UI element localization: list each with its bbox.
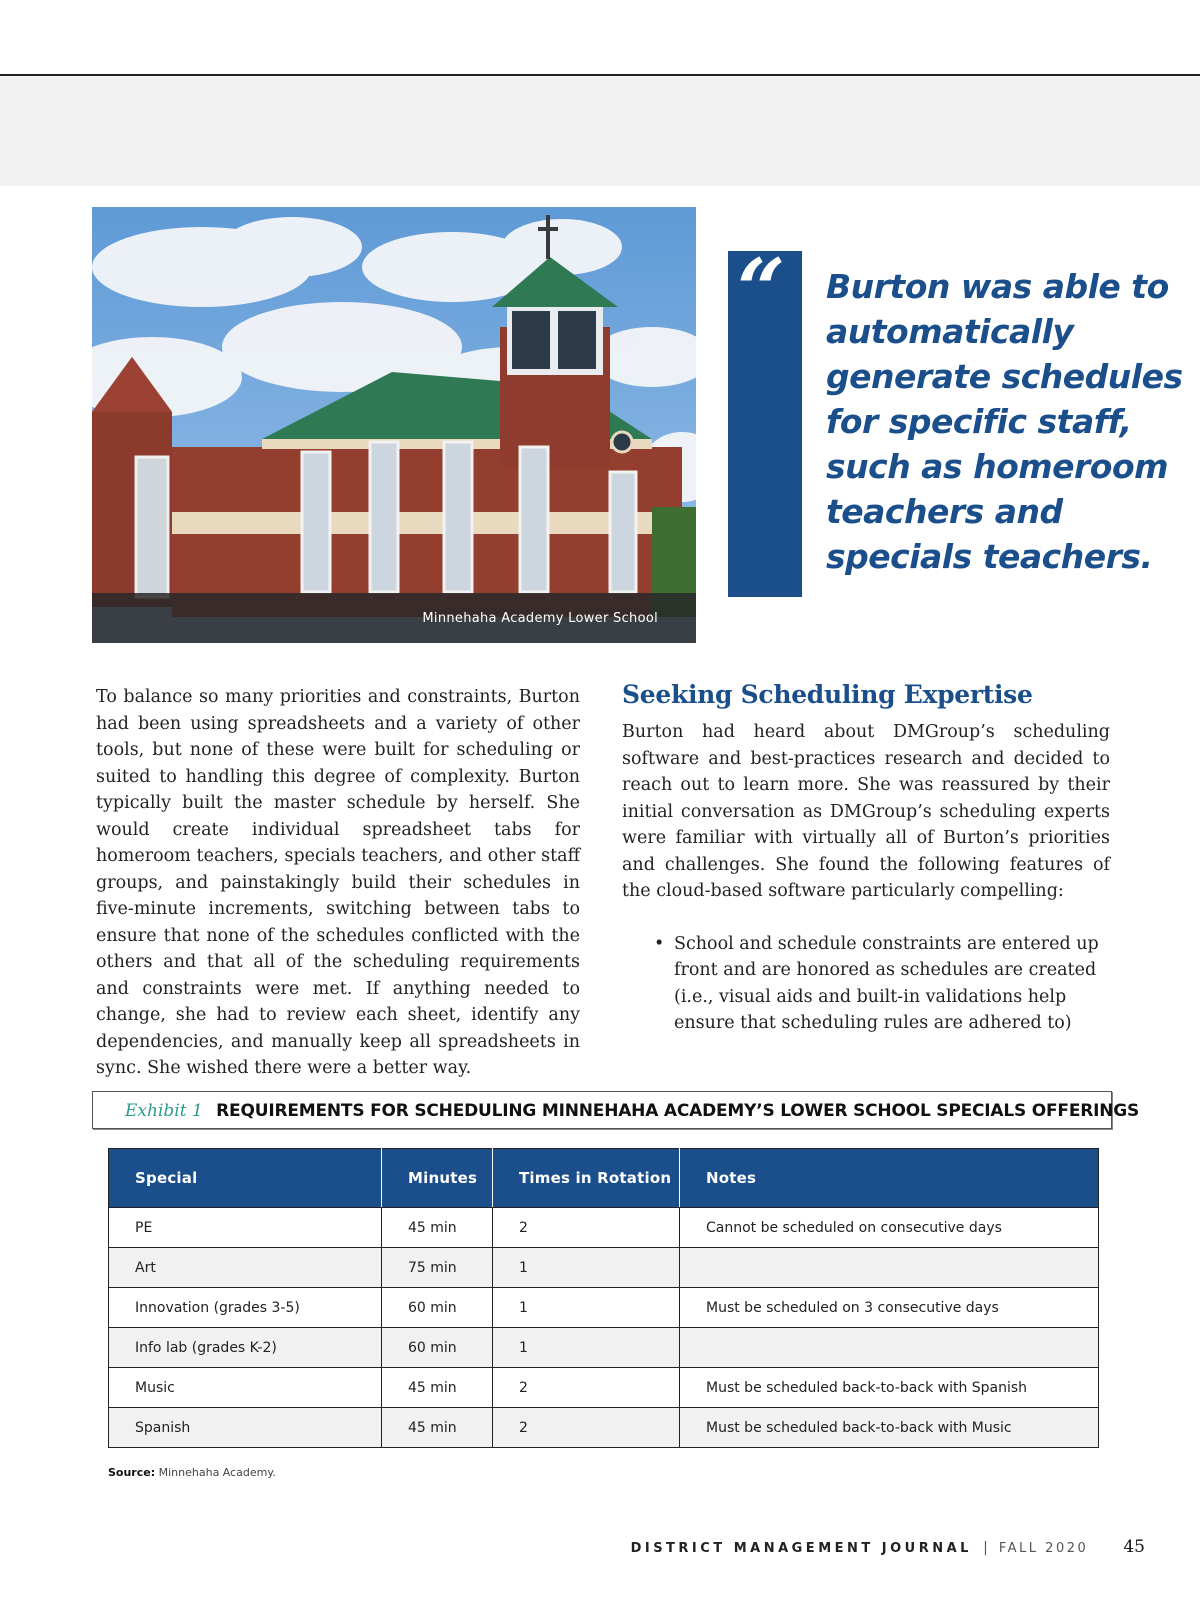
- page-footer: [631, 1537, 1145, 1557]
- source-label: Source:: [108, 1466, 156, 1479]
- specials-table: [108, 1148, 1099, 1448]
- cell-notes: Must be scheduled back-to-back with Music: [680, 1408, 1099, 1448]
- cell-special: Art: [109, 1248, 382, 1288]
- cell-special: Music: [109, 1368, 382, 1408]
- header-minutes: Minutes: [382, 1149, 493, 1208]
- exhibit-title: REQUIREMENTS FOR SCHEDULING MINNEHAHA ACADEMY’S LOWER SCHOOL SPECIALS OFFERINGS: [216, 1101, 1140, 1121]
- table-row: [109, 1248, 1099, 1288]
- cell-minutes: 45 min: [382, 1208, 493, 1248]
- table-row: [109, 1368, 1099, 1408]
- footer-journal-name: DISTRICT MANAGEMENT JOURNAL: [630, 1541, 972, 1556]
- table-row: [109, 1408, 1099, 1448]
- page-number: 45: [1123, 1537, 1145, 1557]
- cell-notes: Must be scheduled back-to-back with Spanish: [680, 1368, 1099, 1408]
- quote-mark-icon: “: [737, 240, 786, 339]
- footer-separator: |: [983, 1540, 988, 1556]
- cell-times: 2: [493, 1408, 680, 1448]
- cell-minutes: 60 min: [382, 1328, 493, 1368]
- cell-times: 2: [493, 1368, 680, 1408]
- header-special: Special: [109, 1149, 382, 1208]
- feature-bullet-text: School and schedule constraints are entered up front and are honored as schedules are created (i.e., visual aids and built-in validations help ensure that scheduling rules are adhered to): [674, 933, 1099, 1033]
- cell-special: Innovation (grades 3-5): [109, 1288, 382, 1328]
- cell-notes: [680, 1328, 1099, 1368]
- header-band: [0, 76, 1200, 186]
- footer-issue: FALL 2020: [998, 1541, 1089, 1556]
- right-column-paragraph: Burton had heard about DMGroup’s scheduling software and best-practices research and decided to reach out to learn more. She was reassured by their initial conversation as DMGroup’s scheduling experts were familiar with virtually all of Burton’s priorities and challenges. She found the following features of the cloud-based software particularly compelling:: [622, 722, 1110, 901]
- right-column: [622, 680, 1110, 1037]
- photo-caption-bar: [92, 593, 696, 643]
- table-row: [109, 1328, 1099, 1368]
- cell-minutes: 45 min: [382, 1368, 493, 1408]
- source-text: Minnehaha Academy.: [158, 1466, 276, 1479]
- cell-special: PE: [109, 1208, 382, 1248]
- exhibit-title-box: [92, 1091, 1140, 1129]
- bullet-icon: •: [654, 933, 665, 954]
- cell-special: Info lab (grades K-2): [109, 1328, 382, 1368]
- pull-quote-text: Burton was able to automatically generate schedules for specific staff, such as homeroom teachers and specials teachers.: [826, 267, 1183, 576]
- table-header-row: [109, 1149, 1099, 1208]
- table-row: [109, 1208, 1099, 1248]
- section-heading: Seeking Scheduling Expertise: [622, 680, 1033, 709]
- cell-times: 1: [493, 1248, 680, 1288]
- cell-notes: Cannot be scheduled on consecutive days: [680, 1208, 1099, 1248]
- cell-notes: Must be scheduled on 3 consecutive days: [680, 1288, 1099, 1328]
- school-building-illustration: [92, 207, 696, 643]
- cell-minutes: 45 min: [382, 1408, 493, 1448]
- cell-special: Spanish: [109, 1408, 382, 1448]
- cell-notes: [680, 1248, 1099, 1288]
- cell-times: 2: [493, 1208, 680, 1248]
- source-note: [108, 1466, 276, 1479]
- cell-minutes: 75 min: [382, 1248, 493, 1288]
- left-column-paragraph: To balance so many priorities and constraints, Burton had been using spreadsheets and a variety of other tools, but none of these were built for scheduling or suited to handling this degree of complexity. Burton typically built the master schedule by herself. She would create individual spreadsheet tabs for homeroom teachers, specials teachers, and other staff groups, and painstakingly build their schedules in five-minute increments, switching between tabs to ensure that none of the schedules conflicted with the others and that all of the scheduling requirements and constraints were met. If anything needed to change, she had to review each sheet, identify any dependencies, and manually keep all spreadsheets in sync. She wished there were a better way.: [96, 687, 580, 1078]
- cell-minutes: 60 min: [382, 1288, 493, 1328]
- header-times-in-rotation: Times in Rotation: [493, 1149, 680, 1208]
- header-notes: Notes: [680, 1149, 1099, 1208]
- feature-bullet: [654, 931, 1110, 1037]
- cell-times: 1: [493, 1328, 680, 1368]
- cell-times: 1: [493, 1288, 680, 1328]
- exhibit-label: Exhibit 1: [125, 1101, 203, 1121]
- school-photo: [92, 207, 696, 643]
- table-row: [109, 1288, 1099, 1328]
- photo-caption: Minnehaha Academy Lower School: [422, 611, 658, 626]
